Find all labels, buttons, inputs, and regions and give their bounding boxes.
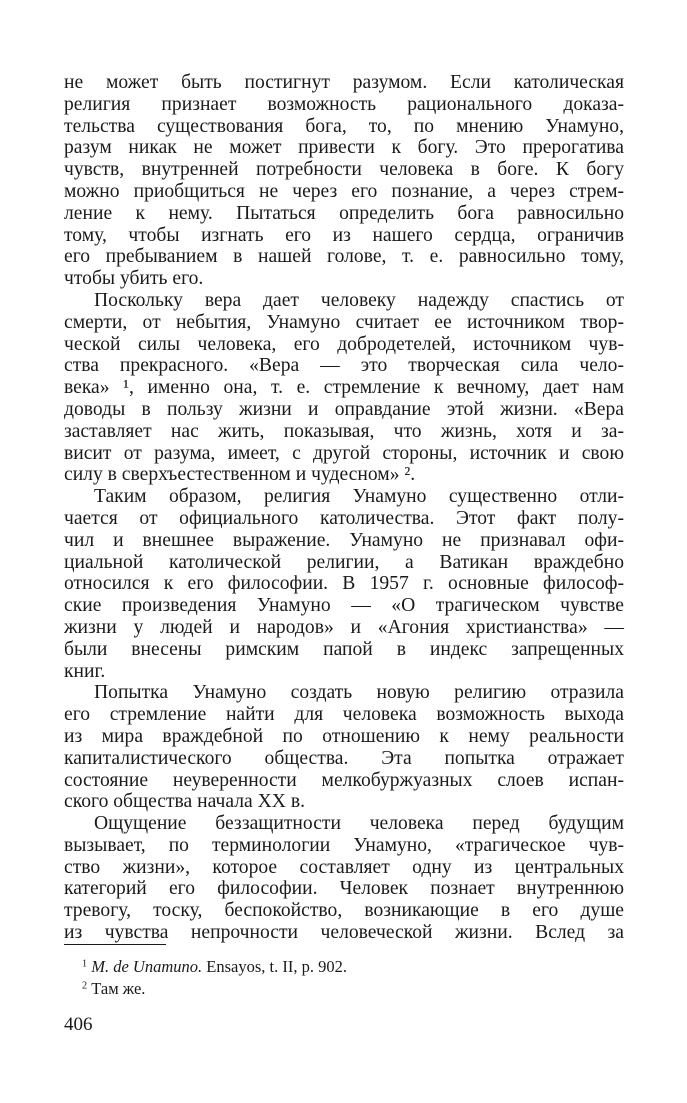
- text-line: тревогу, тоску, беспокойство, возникающие в его душе: [64, 900, 624, 922]
- text-line: из чувства непрочности человеческой жизни. Вслед за: [64, 922, 624, 944]
- text-line: Попытка Унамуно создать новую религию отразила: [94, 682, 624, 704]
- text-line: капиталистического общества. Эта попытка отражает: [64, 747, 624, 769]
- page-number: 406: [64, 1014, 93, 1035]
- text-line: чтобы убить его.: [64, 268, 204, 290]
- text-line: заставляет нас жить, показывая, что жизнь, хотя и за-: [64, 420, 624, 442]
- text-line: смерти, от небытия, Унамуно считает ее источником твор-: [64, 311, 624, 333]
- footnote: [82, 978, 582, 1000]
- text-line: разум никак не может привести к богу. Это прерогатива: [64, 137, 624, 159]
- text-line: доводы в пользу жизни и оправдание этой жизни. «Вера: [64, 398, 624, 420]
- text-line: чувств, внутренней потребности человека в боге. К богу: [64, 159, 624, 181]
- text-line: века» ¹, именно она, т. е. стремление к вечному, дает нам: [64, 377, 624, 399]
- text-line: были внесены римским папой в индекс запрещенных: [64, 638, 624, 660]
- text-line: книг.: [64, 660, 106, 682]
- text-line: циальной католической религии, а Ватикан враждебно: [64, 551, 624, 573]
- text-line: ческой силы человека, его добродетелей, источником чув-: [64, 333, 624, 355]
- text-line: тельства существования бога, то, по мнению Унамуно,: [64, 115, 624, 137]
- text-line: висит от разума, имеет, с другой стороны, источник и свою: [64, 442, 624, 464]
- footnote-number: 2: [82, 980, 88, 992]
- footnotes: [82, 956, 582, 1000]
- text-line: состояние неуверенности мелкобуржуазных слоев испан-: [64, 769, 624, 791]
- text-line: ство жизни», которое составляет одну из центральных: [64, 856, 624, 878]
- text-line: Таким образом, религия Унамуно существенно отли-: [94, 486, 624, 508]
- text-line: категорий его философии. Человек познает внутреннюю: [64, 878, 624, 900]
- body-text: [64, 72, 624, 944]
- text-line: ского общества начала XX в.: [64, 791, 305, 813]
- footnote: [82, 956, 582, 978]
- text-line: его стремление найти для человека возможность выхода: [64, 704, 624, 726]
- text-line: Поскольку вера дает человеку надежду спастись от: [94, 289, 624, 311]
- text-line: Ощущение беззащитности человека перед будущим: [94, 813, 624, 835]
- text-line: его пребыванием в нашей голове, т. е. равносильно тому,: [64, 246, 624, 268]
- text-line: можно приобщиться не через его познание, а через стрем-: [64, 180, 624, 202]
- text-line: ление к нему. Пытаться определить бога равносильно: [64, 202, 624, 224]
- footnote-number: 1: [82, 958, 88, 970]
- footnote-separator: [64, 944, 166, 945]
- text-line: из мира враждебной по отношению к нему реальности: [64, 725, 624, 747]
- text-line: жизни у людей и народов» и «Агония христианства» —: [64, 616, 624, 638]
- text-line: не может быть постигнут разумом. Если католическая: [64, 72, 624, 93]
- text-line: религия признает возможность рационального доказа-: [64, 93, 624, 115]
- text-line: ские произведения Унамуно — «О трагическом чувстве: [64, 595, 624, 617]
- text-line: ства прекрасного. «Вера — это творческая сила чело-: [64, 355, 624, 377]
- text-line: чается от официального католичества. Этот факт полу-: [64, 507, 624, 529]
- text-line: чил и внешнее выражение. Унамуно не признавал офи-: [64, 529, 624, 551]
- footnote-text: Ensayos, t. II, p. 902.: [202, 957, 347, 976]
- footnote-author: M. de Unamuno.: [91, 957, 203, 976]
- text-line: относился к его философии. В 1957 г. основные философ-: [64, 573, 624, 595]
- text-line: тому, чтобы изгнать его из нашего сердца, ограничив: [64, 224, 624, 246]
- footnote-text: Там же.: [91, 979, 146, 998]
- text-line: вызывает, по терминологии Унамуно, «трагическое чув-: [64, 834, 624, 856]
- text-line: силу в сверхъестественном и чудесном» ².: [64, 464, 416, 486]
